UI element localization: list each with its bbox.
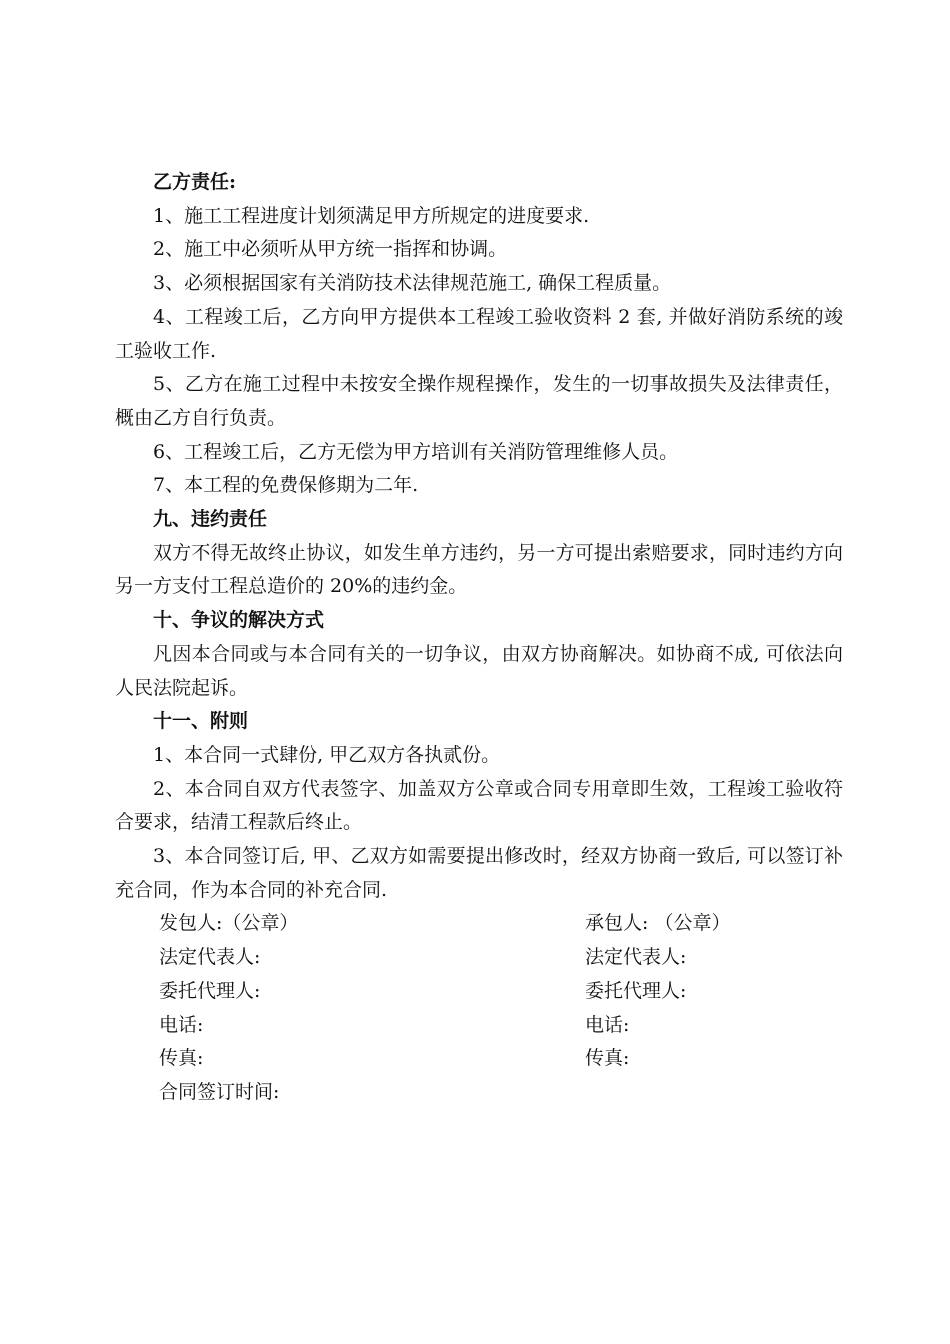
party-b-duty-7: 7、本工程的免费保修期为二年.	[153, 474, 419, 497]
contractor-agent-label: 委托代理人:	[585, 979, 687, 1002]
employer-agent-label: 委托代理人:	[159, 979, 261, 1002]
section-11-item-2: 2、本合同自双方代表签字、加盖双方公章或合同专用章即生效，工程竣工验收符合要求，结清工程款后终止。	[115, 777, 843, 834]
section-11-item-1: 1、本合同一式肆份, 甲乙双方各执贰份。	[153, 743, 501, 766]
signature-row-phone	[115, 1009, 843, 1043]
party-b-duty-1: 1、施工工程进度计划须满足甲方所规定的进度要求.	[153, 204, 590, 227]
signature-row-agent	[115, 975, 843, 1009]
party-b-duty-3: 3、必须根据国家有关消防技术法律规范施工, 确保工程质量。	[153, 272, 672, 295]
contract-body	[115, 166, 843, 1110]
section-11-heading: 十一、附则	[153, 710, 249, 733]
contractor-legal-rep-label: 法定代表人:	[585, 946, 687, 969]
employer-phone-label: 电话:	[159, 1013, 204, 1036]
employer-seal-label: 发包人:（公章）	[159, 912, 299, 935]
party-b-duties-heading: 乙方责任:	[153, 171, 237, 193]
section-9-heading: 九、违约责任	[153, 508, 268, 531]
signature-row-seal	[115, 907, 843, 941]
contractor-phone-label: 电话:	[585, 1013, 630, 1036]
signature-block	[115, 907, 843, 1109]
contractor-seal-label: 承包人: （公章）	[585, 912, 731, 935]
party-b-duty-6: 6、工程竣工后，乙方无偿为甲方培训有关消防管理维修人员。	[153, 440, 679, 463]
section-11-item-3: 3、本合同签订后, 甲、乙双方如需要提出修改时，经双方协商一致后, 可以签订补充合同，作为本合同的补充合同.	[115, 845, 843, 901]
party-b-duty-4: 4、工程竣工后，乙方向甲方提供本工程竣工验收资料 2 套, 并做好消防系统的竣工验收工作.	[115, 305, 843, 362]
party-b-duty-2: 2、施工中必须听从甲方统一指挥和协调。	[153, 238, 508, 261]
signature-row-fax	[115, 1042, 843, 1076]
contractor-fax-label: 传真:	[585, 1047, 630, 1070]
contract-date-label: 合同签订时间:	[159, 1080, 280, 1103]
employer-fax-label: 传真:	[159, 1047, 204, 1070]
section-9-body: 双方不得无故终止协议，如发生单方违约，另一方可提出索赔要求，同时违约方向另一方支付工程总造价的 20%的违约金。	[115, 541, 843, 598]
signature-row-legal-rep	[115, 941, 843, 975]
party-b-duty-5: 5、乙方在施工过程中未按安全操作规程操作，发生的一切事故损失及法律责任，概由乙方自行负责。	[115, 373, 843, 429]
section-10-heading: 十、争议的解决方式	[153, 609, 325, 632]
employer-legal-rep-label: 法定代表人:	[159, 946, 261, 969]
section-10-body: 凡因本合同或与本合同有关的一切争议，由双方协商解决。如协商不成, 可依法向人民法院起诉。	[115, 642, 843, 699]
